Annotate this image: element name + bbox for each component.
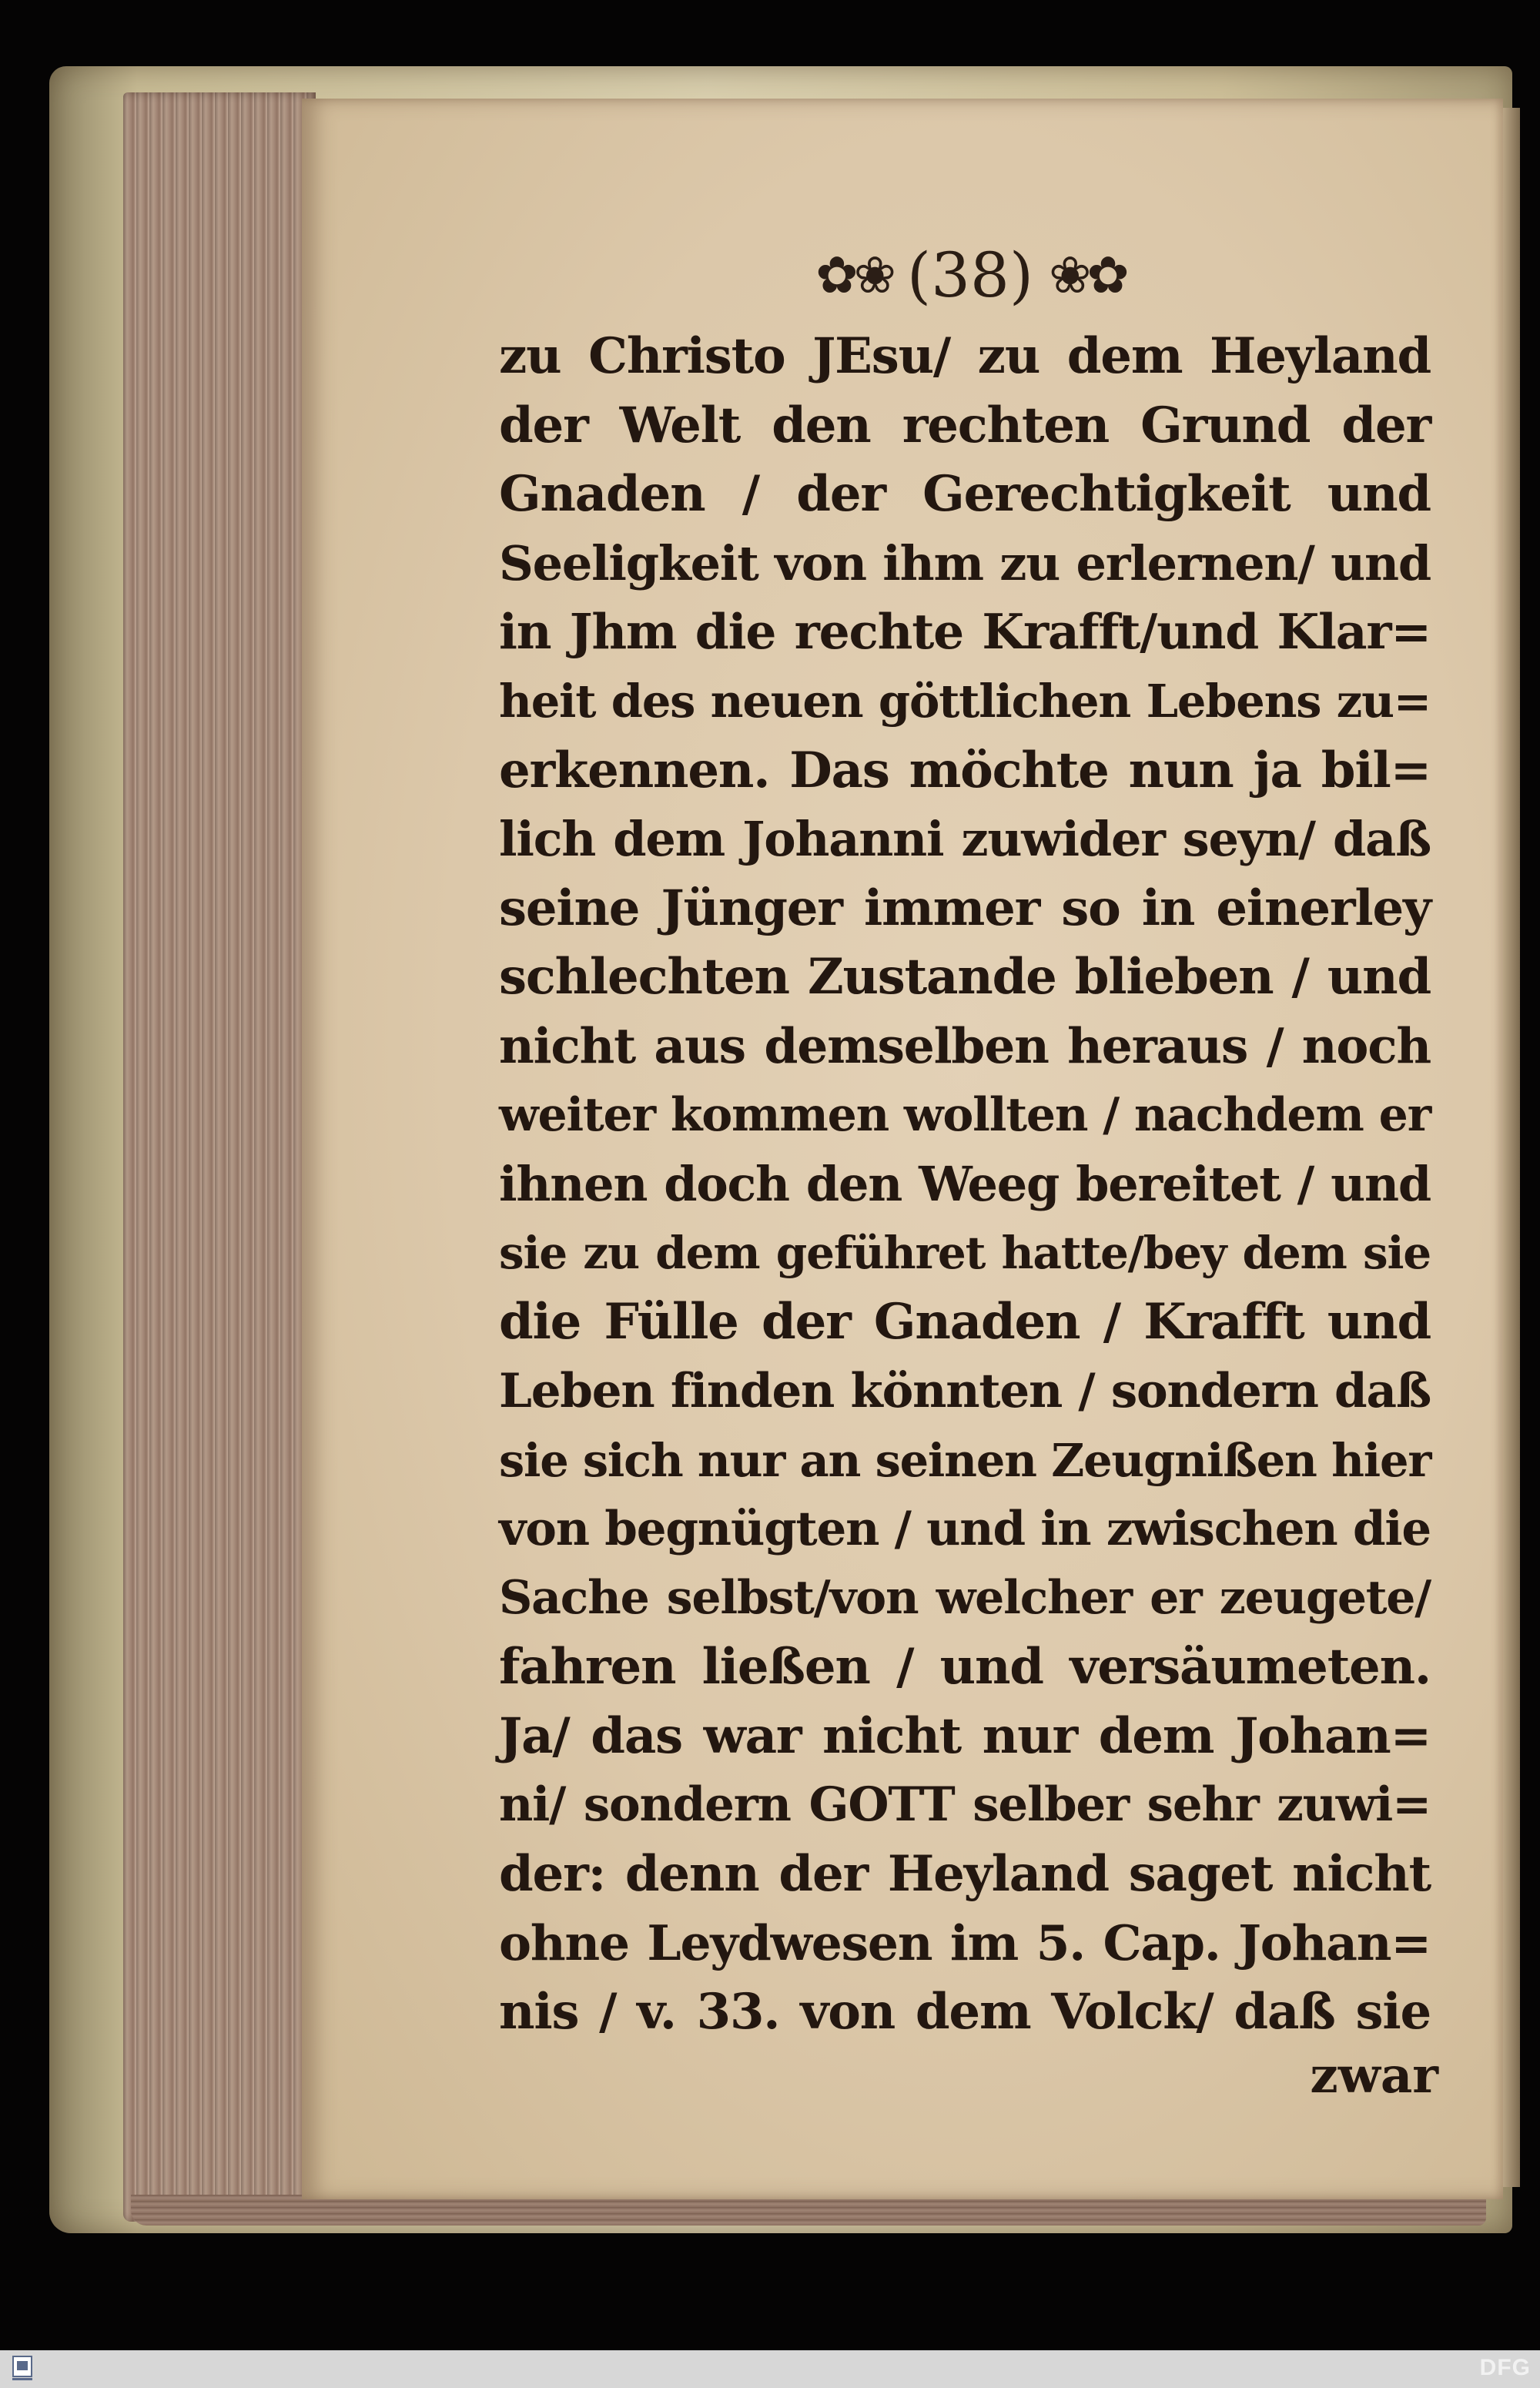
- text-line: der Welt den rechten Grund der: [499, 396, 1431, 454]
- text-line: die Fülle der Gnaden / Krafft und: [499, 1293, 1431, 1351]
- page-right-edge: [1503, 108, 1520, 2187]
- library-logo-icon: [8, 2353, 37, 2384]
- text-line: Ja/ das war nicht nur dem Johan=: [499, 1706, 1431, 1765]
- text-line: Seeligkeit von ihm zu erlernen/ und: [499, 534, 1431, 591]
- page-header: [770, 237, 1170, 314]
- ornament-left-icon: ✿❀: [815, 246, 892, 305]
- footer-bar: [0, 2350, 1540, 2388]
- text-line: weiter kommen wollten / nachdem er: [499, 1087, 1431, 1142]
- dfg-logo: DFG: [1479, 2355, 1531, 2380]
- text-line: zu Christo JEsu/ zu dem Heyland: [499, 327, 1431, 385]
- text-line: sie zu dem geführet hatte/bey dem sie: [499, 1226, 1431, 1279]
- text-line: heit des neuen göttlichen Lebens zu=: [499, 674, 1431, 728]
- text-line: der: denn der Heyland saget nicht: [499, 1845, 1431, 1904]
- catchword: zwar: [1310, 2047, 1438, 2105]
- text-line: nis / v. 33. von dem Volck/ daß sie: [499, 1983, 1431, 2041]
- text-line: ni/ sondern GOTT selber sehr zuwi=: [499, 1777, 1431, 1833]
- text-line: von begnügten / und in zwischen die: [499, 1502, 1431, 1557]
- text-line: nicht aus demselben heraus / noch: [499, 1016, 1431, 1074]
- text-line: Gnaden / der Gerechtigkeit und: [499, 465, 1431, 524]
- text-line: Leben finden könnten / sondern daß: [499, 1363, 1431, 1418]
- text-line: in Jhm die rechte Krafft/und Klar=: [499, 603, 1431, 661]
- page-edges-bottom: [131, 2195, 1486, 2226]
- text-line: fahren ließen / und versäumeten.: [499, 1638, 1431, 1696]
- text-line: seine Jünger immer so in einerley: [499, 879, 1431, 937]
- text-line: schlechten Zustande blieben / und: [499, 948, 1431, 1006]
- ornament-right-icon: ❀✿: [1049, 246, 1125, 305]
- text-line: sie sich nur an seinen Zeugnißen hier: [499, 1433, 1431, 1487]
- body-text: [499, 322, 1431, 2047]
- text-line: ohne Leydwesen im 5. Cap. Johan=: [499, 1914, 1431, 1971]
- page-edges: [123, 92, 316, 2222]
- text-line: Sache selbst/von welcher er zeugete/: [499, 1570, 1431, 1625]
- page-number: (38): [906, 239, 1034, 311]
- text-line: erkennen. Das möchte nun ja bil=: [499, 741, 1431, 799]
- text-line: lich dem Johanni zuwider seyn/ daß: [499, 811, 1431, 868]
- text-line: ihnen doch den Weeg bereitet / und: [499, 1156, 1431, 1213]
